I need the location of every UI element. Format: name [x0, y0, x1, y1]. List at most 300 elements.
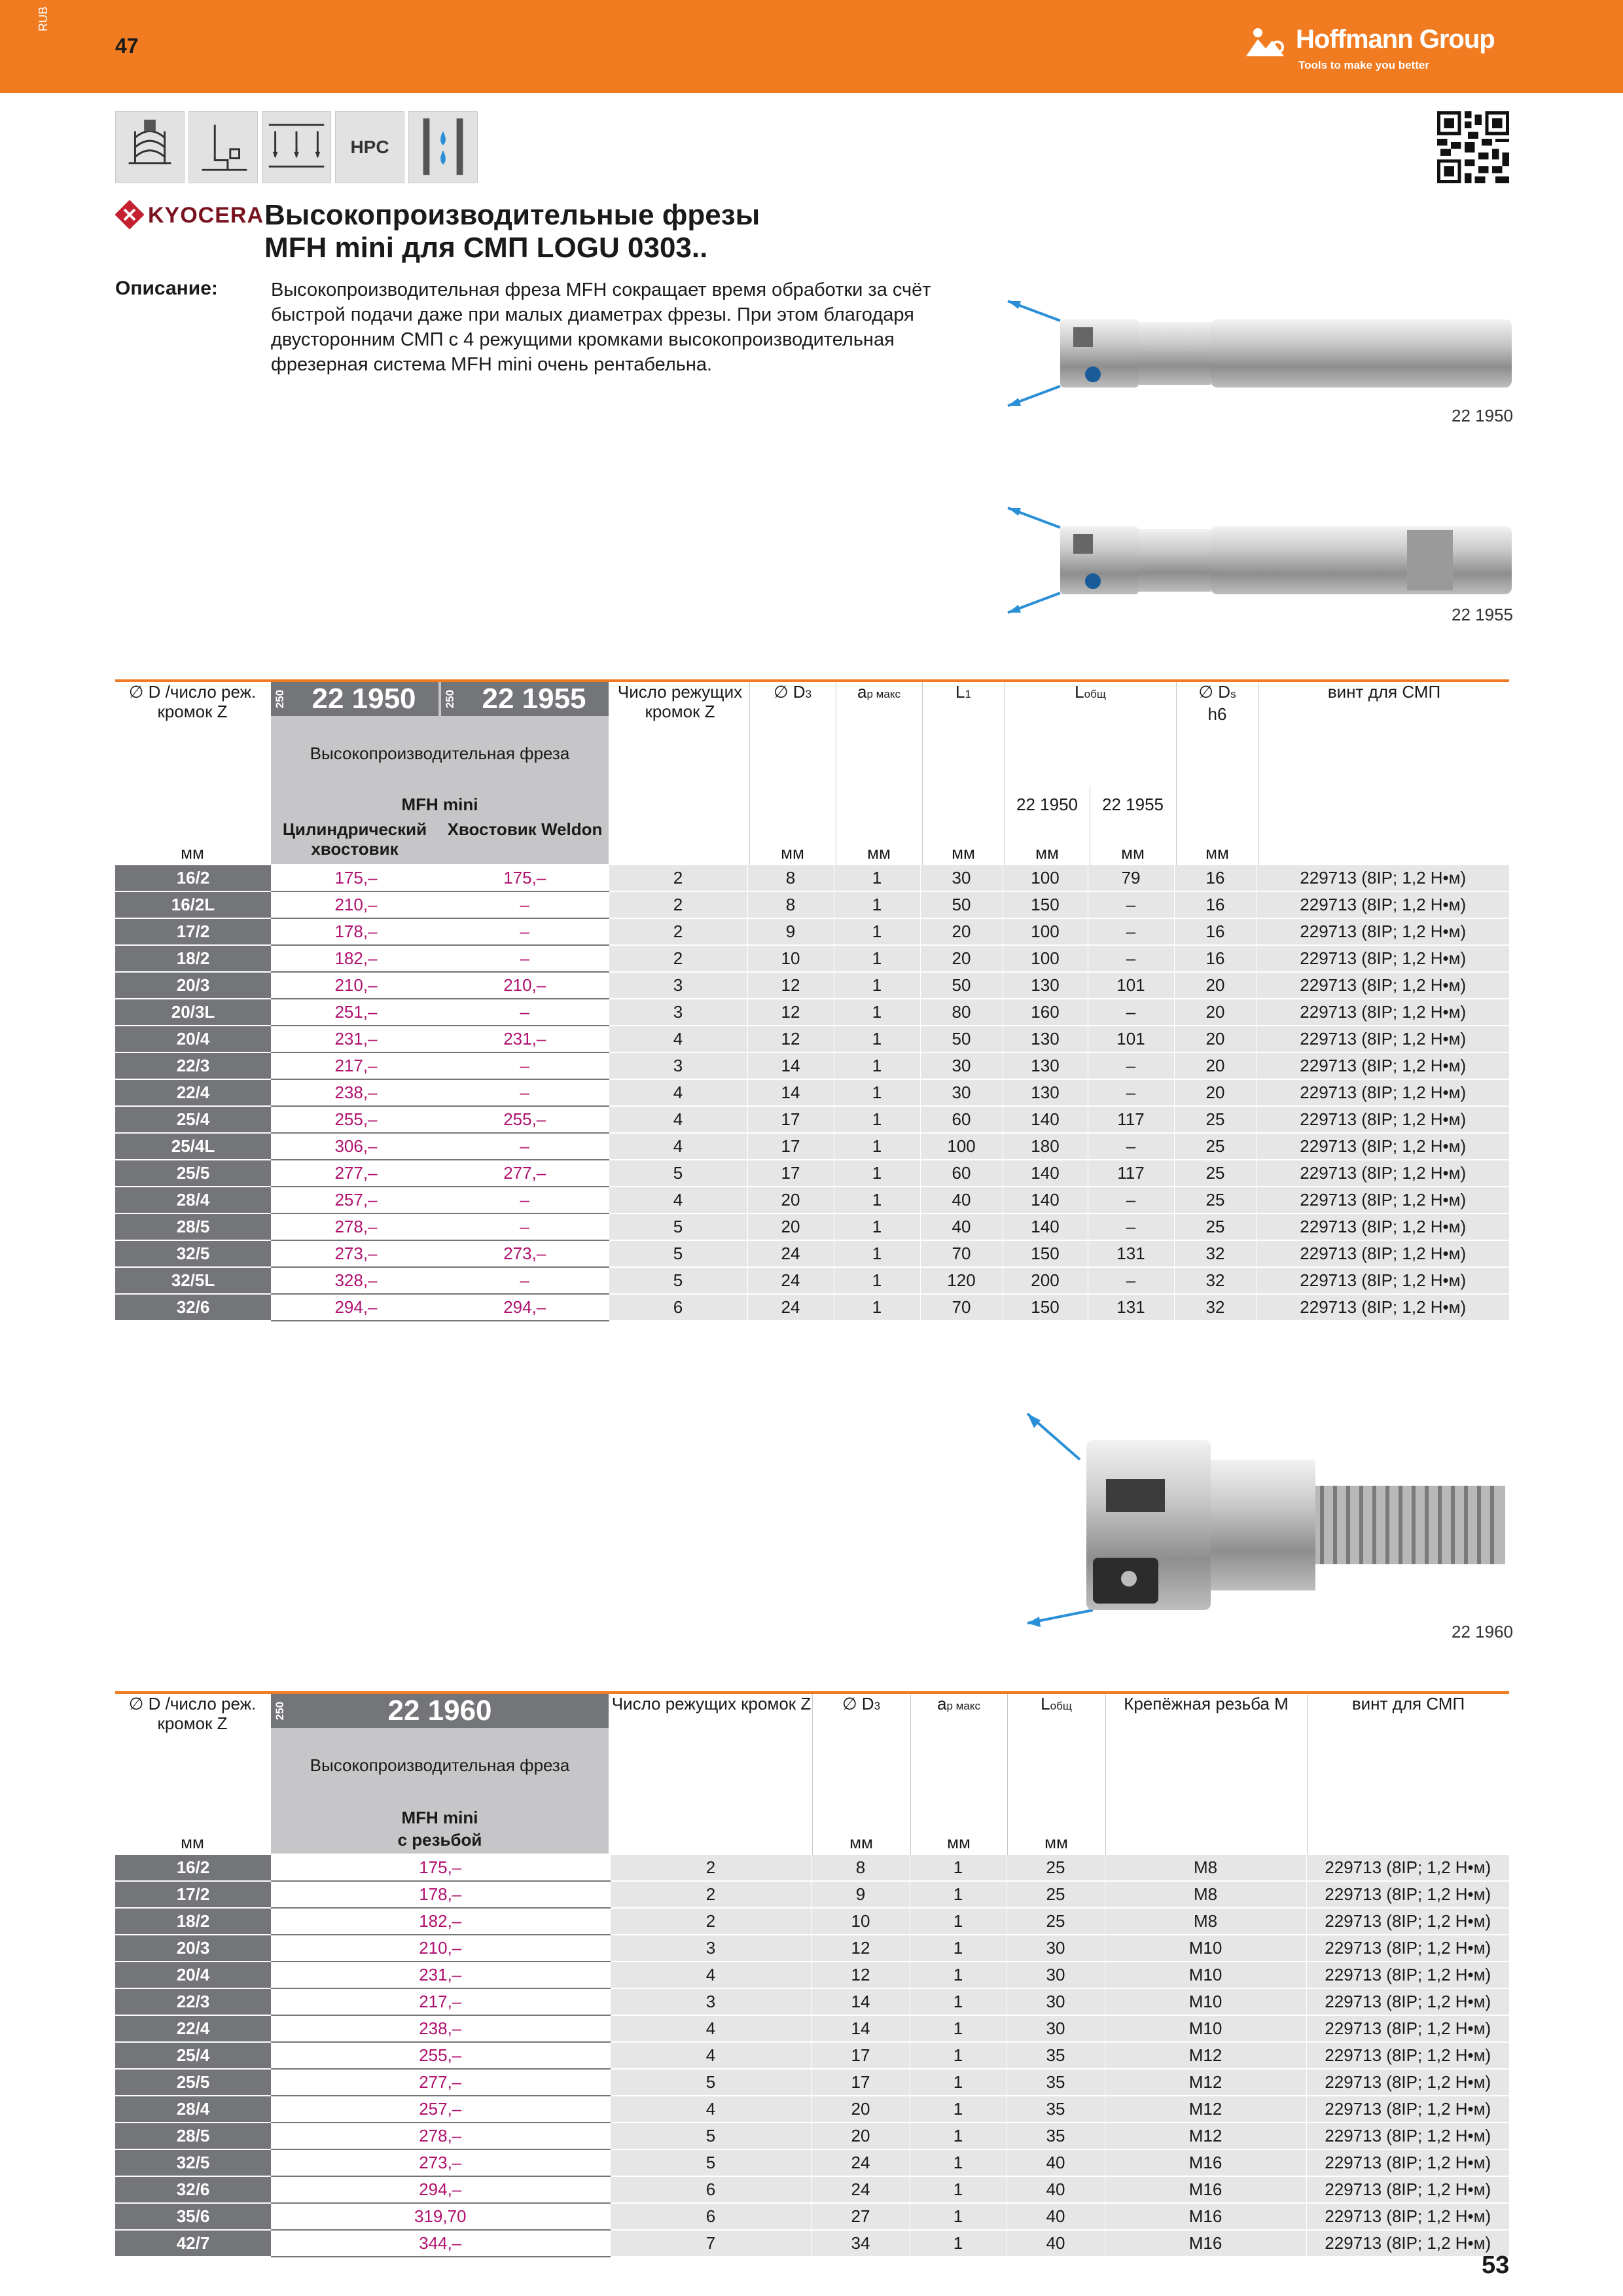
table-cell: 20 — [747, 1187, 834, 1213]
table-cell: 20 — [920, 918, 1003, 945]
table1-head-mm: мм — [181, 843, 204, 863]
table-row — [115, 1855, 1509, 1881]
table-cell: 32 — [1174, 1294, 1257, 1321]
table-cell: 17 — [812, 2069, 910, 2096]
table2-divider — [1105, 1694, 1106, 1855]
size-cell: 28/4 — [115, 1187, 271, 1213]
table-cell: 180 — [1003, 1133, 1088, 1160]
table-row — [115, 2149, 1509, 2176]
table2-unit-d3: мм — [849, 1833, 873, 1852]
table2-head-d3 — [813, 1694, 910, 1716]
table-cell: 1 — [910, 2176, 1007, 2203]
table-cell: 70 — [920, 1240, 1003, 1267]
table1-divider — [922, 682, 923, 865]
l1-subscript: 1 — [965, 688, 971, 700]
table-cell: 229713 (8IP; 1,2 Н•м) — [1257, 1026, 1509, 1052]
table-cell: M10 — [1105, 1988, 1306, 2015]
milling-helix-icon — [115, 111, 185, 183]
table-cell: 1 — [910, 2203, 1007, 2230]
table2-product-desc: Высокопроизводительная фреза — [310, 1755, 570, 1775]
table1-head-ds — [1177, 682, 1258, 724]
table-cell: 2 — [610, 1908, 812, 1935]
price-cell: 210,– — [441, 972, 609, 999]
table-cell: 1 — [834, 1026, 920, 1052]
table1-head-d3 — [750, 682, 835, 704]
price-cell: 273,– — [271, 2149, 610, 2176]
price-cell: 238,– — [271, 1079, 441, 1106]
table-cell: 2 — [609, 865, 747, 891]
table-cell: 5 — [610, 2123, 812, 2149]
table-cell: 20 — [1174, 999, 1257, 1026]
table2-divider — [910, 1694, 911, 1855]
table-cell: 3 — [609, 999, 747, 1026]
table-cell: 17 — [747, 1133, 834, 1160]
table-row — [115, 1052, 1509, 1079]
table-cell: 229713 (8IP; 1,2 Н•м) — [1257, 1052, 1509, 1079]
title-line-2: MFH mini для СМП LOGU 0303.. — [264, 232, 708, 264]
price-cell: 178,– — [271, 918, 441, 945]
table-cell: 130 — [1003, 1079, 1088, 1106]
table-cell: 24 — [747, 1294, 834, 1321]
table-row — [115, 1160, 1509, 1187]
table-cell: 12 — [747, 1026, 834, 1052]
price-cell: – — [441, 945, 609, 972]
size-cell: 42/7 — [115, 2230, 271, 2257]
image-caption-221955: 22 1955 — [1452, 605, 1513, 624]
table-cell: 2 — [609, 918, 747, 945]
table-cell: 140 — [1003, 1106, 1088, 1133]
table-cell: 229713 (8IP; 1,2 Н•м) — [1306, 2096, 1509, 2123]
table1-sub-cylindrical: Цилиндрический хвостовик — [282, 819, 427, 859]
table-cell: 1 — [910, 2230, 1007, 2257]
table-cell: 1 — [910, 2149, 1007, 2176]
table-row — [115, 1294, 1509, 1321]
table-cell: 27 — [812, 2203, 910, 2230]
table-cell: 20 — [1174, 1026, 1257, 1052]
price-cell: 175,– — [271, 1855, 610, 1881]
table-cell: 229713 (8IP; 1,2 Н•м) — [1306, 1881, 1509, 1908]
table-cell: 100 — [1003, 945, 1088, 972]
price-cell: 328,– — [271, 1267, 441, 1294]
table-cell: 50 — [920, 891, 1003, 918]
table-cell: 117 — [1088, 1106, 1174, 1133]
face-milling-icon — [262, 111, 331, 183]
table-cell: 3 — [610, 1935, 812, 1962]
table1-sub-weldon: Хвостовик Weldon — [447, 819, 603, 839]
table-cell: – — [1088, 918, 1174, 945]
table-cell: 12 — [747, 972, 834, 999]
table-cell: 1 — [910, 1962, 1007, 1988]
table-cell: 100 — [920, 1133, 1003, 1160]
table-row — [115, 2176, 1509, 2203]
table-cell: M12 — [1105, 2069, 1306, 2096]
table-cell: 5 — [610, 2149, 812, 2176]
table-row — [115, 865, 1509, 891]
price-cell: 238,– — [271, 2015, 610, 2042]
table1-body — [115, 865, 1509, 1321]
ltot-label: L — [1075, 682, 1084, 702]
table-cell: 1 — [834, 1267, 920, 1294]
table-row — [115, 1267, 1509, 1294]
table-row — [115, 1988, 1509, 2015]
price-cell: 277,– — [271, 1160, 441, 1187]
table-row — [115, 2230, 1509, 2257]
brand-name: Hoffmann Group — [1296, 25, 1495, 54]
table2-divider — [812, 1694, 813, 1855]
size-cell: 16/2 — [115, 1855, 271, 1881]
table-cell: 14 — [747, 1079, 834, 1106]
table1-head-screw: винт для СМП — [1327, 682, 1441, 702]
table-cell: 17 — [747, 1160, 834, 1187]
table-cell: 229713 (8IP; 1,2 Н•м) — [1257, 1160, 1509, 1187]
table-cell: 4 — [610, 2096, 812, 2123]
size-cell: 22/3 — [115, 1052, 271, 1079]
table-cell: 17 — [747, 1106, 834, 1133]
table1-head-dz: ∅ D /число реж. кромок Z — [128, 682, 257, 721]
table-cell: 8 — [812, 1855, 910, 1881]
table-cell: 7 — [610, 2230, 812, 2257]
table-cell: 25 — [1174, 1187, 1257, 1213]
table-cell: M16 — [1105, 2176, 1306, 2203]
price-cell: 231,– — [441, 1026, 609, 1052]
table-row — [115, 1133, 1509, 1160]
table-cell: 229713 (8IP; 1,2 Н•м) — [1306, 2069, 1509, 2096]
table-cell: – — [1088, 891, 1174, 918]
table-cell: – — [1088, 1052, 1174, 1079]
table-cell: 25 — [1007, 1881, 1105, 1908]
table-cell: 25 — [1174, 1106, 1257, 1133]
table-row — [115, 918, 1509, 945]
table-cell: – — [1088, 1079, 1174, 1106]
d3-label: ∅ D — [773, 682, 806, 702]
table-cell: M16 — [1105, 2149, 1306, 2176]
table-cell: 1 — [834, 1052, 920, 1079]
table-row — [115, 999, 1509, 1026]
table1-product-desc: Высокопроизводительная фреза — [310, 744, 570, 763]
table-cell: 2 — [609, 945, 747, 972]
size-cell: 20/3L — [115, 999, 271, 1026]
size-cell: 22/3 — [115, 1988, 271, 2015]
table-cell: 229713 (8IP; 1,2 Н•м) — [1257, 999, 1509, 1026]
brand-logo[interactable] — [1243, 22, 1584, 75]
table-cell: 8 — [747, 865, 834, 891]
page-number-bottom: 53 — [1482, 2251, 1510, 2279]
table-cell: 2 — [609, 891, 747, 918]
table-cell: 4 — [609, 1187, 747, 1213]
table2-head-mm: мм — [181, 1833, 204, 1852]
table-cell: 1 — [834, 1133, 920, 1160]
table-cell: 100 — [1003, 865, 1088, 891]
table-cell: 40 — [1007, 2203, 1105, 2230]
table-cell: 229713 (8IP; 1,2 Н•м) — [1257, 865, 1509, 891]
table-cell: 229713 (8IP; 1,2 Н•м) — [1257, 1106, 1509, 1133]
code-221950: 22 1950 — [312, 683, 416, 715]
table-cell: 35 — [1007, 2069, 1105, 2096]
table-cell: 40 — [1007, 2176, 1105, 2203]
table-cell: 229713 (8IP; 1,2 Н•м) — [1257, 1213, 1509, 1240]
manufacturer-name: KYOCERA — [148, 203, 264, 228]
table-cell: 229713 (8IP; 1,2 Н•м) — [1306, 2230, 1509, 2257]
table-cell: 1 — [834, 999, 920, 1026]
table-cell: 20 — [1174, 972, 1257, 999]
l1-label: L — [955, 682, 965, 702]
price-cell: 231,– — [271, 1962, 610, 1988]
table-cell: 100 — [1003, 918, 1088, 945]
price-cell: 294,– — [441, 1294, 609, 1321]
table-cell: 120 — [920, 1267, 1003, 1294]
table-cell: 30 — [1007, 1988, 1105, 2015]
table-cell: – — [1088, 945, 1174, 972]
table1-unit-ltot-b: мм — [1121, 843, 1145, 863]
price-cell: 255,– — [441, 1106, 609, 1133]
table1-divider — [1258, 682, 1259, 865]
table-cell: 10 — [747, 945, 834, 972]
price-cell: – — [441, 1213, 609, 1240]
table-cell: 140 — [1003, 1187, 1088, 1213]
size-cell: 20/3 — [115, 972, 271, 999]
price-cell: 231,– — [271, 1026, 441, 1052]
table-cell: 1 — [910, 1881, 1007, 1908]
table-cell: 16 — [1174, 891, 1257, 918]
table-cell: 1 — [910, 2015, 1007, 2042]
table2-unit-ltot: мм — [1044, 1833, 1068, 1852]
table1-unit-ds: мм — [1205, 843, 1229, 863]
hoffmann-logo-icon — [1243, 26, 1289, 59]
table-row — [115, 1908, 1509, 1935]
ap-label: a — [857, 682, 867, 702]
table-cell: 10 — [812, 1908, 910, 1935]
table-cell: M12 — [1105, 2123, 1306, 2149]
table-cell: 40 — [1007, 2230, 1105, 2257]
table-cell: 32 — [1174, 1240, 1257, 1267]
table-cell: 24 — [747, 1267, 834, 1294]
price-cell: – — [441, 1079, 609, 1106]
table-cell: – — [1088, 1267, 1174, 1294]
code-prefix-3: 250 — [274, 1701, 287, 1721]
table-row — [115, 2015, 1509, 2042]
table-cell: 5 — [610, 2069, 812, 2096]
price-cell: – — [441, 918, 609, 945]
table-cell: 4 — [609, 1106, 747, 1133]
table-cell: 229713 (8IP; 1,2 Н•м) — [1306, 1855, 1509, 1881]
code-prefix-2: 250 — [444, 689, 457, 709]
price-cell: 319,70 — [271, 2203, 610, 2230]
ltot-label: L — [1041, 1694, 1050, 1713]
price-cell: 257,– — [271, 2096, 610, 2123]
table-cell: 25 — [1174, 1160, 1257, 1187]
table-cell: 1 — [834, 1240, 920, 1267]
table-cell: 229713 (8IP; 1,2 Н•м) — [1306, 1988, 1509, 2015]
table-cell: 1 — [834, 1160, 920, 1187]
size-cell: 16/2 — [115, 865, 271, 891]
table-row — [115, 1935, 1509, 1962]
table1-code-box-1 — [271, 682, 438, 716]
table-cell: 1 — [834, 1187, 920, 1213]
table2-body — [115, 1855, 1509, 2257]
table2-head-ap — [911, 1694, 1007, 1716]
size-cell: 16/2L — [115, 891, 271, 918]
table1-head-ap — [836, 682, 921, 704]
size-cell: 25/4 — [115, 1106, 271, 1133]
table-cell: 40 — [920, 1213, 1003, 1240]
table-cell: 229713 (8IP; 1,2 Н•м) — [1257, 972, 1509, 999]
table-cell: 229713 (8IP; 1,2 Н•м) — [1306, 1935, 1509, 1962]
size-cell: 20/3 — [115, 1935, 271, 1962]
table-cell: 229713 (8IP; 1,2 Н•м) — [1257, 1294, 1509, 1321]
size-cell: 20/4 — [115, 1962, 271, 1988]
image-caption-221950: 22 1950 — [1452, 406, 1513, 425]
table-cell: M12 — [1105, 2096, 1306, 2123]
table-row — [115, 1106, 1509, 1133]
table-cell: 16 — [1174, 918, 1257, 945]
table-cell: 1 — [910, 2096, 1007, 2123]
tool-image-221960 — [1021, 1407, 1518, 1643]
table1-divider — [749, 682, 750, 865]
language-code: RUB — [37, 6, 50, 31]
table-cell: – — [1088, 999, 1174, 1026]
price-cell: – — [441, 891, 609, 918]
ds-label: ∅ D — [1198, 682, 1231, 702]
size-cell: 28/5 — [115, 2123, 271, 2149]
table-cell: M10 — [1105, 1962, 1306, 1988]
table-cell: 150 — [1003, 1294, 1088, 1321]
table-cell: – — [1088, 1133, 1174, 1160]
size-cell: 25/4L — [115, 1133, 271, 1160]
table-cell: 30 — [920, 1079, 1003, 1106]
table1-unit-ltot-a: мм — [1035, 843, 1059, 863]
table-cell: 12 — [812, 1935, 910, 1962]
table-cell: 101 — [1088, 972, 1174, 999]
table-cell: 35 — [1007, 2123, 1105, 2149]
table-cell: 5 — [609, 1240, 747, 1267]
table-cell: 1 — [834, 1294, 920, 1321]
table-cell: M10 — [1105, 1935, 1306, 1962]
d3-label: ∅ D — [842, 1694, 874, 1713]
price-cell: 217,– — [271, 1988, 610, 2015]
table-cell: 17 — [812, 2042, 910, 2069]
page-title — [264, 199, 760, 264]
table-cell: 130 — [1003, 1026, 1088, 1052]
table-cell: 140 — [1003, 1213, 1088, 1240]
price-cell: 210,– — [271, 1935, 610, 1962]
price-cell: 182,– — [271, 1908, 610, 1935]
size-cell: 32/5L — [115, 1267, 271, 1294]
table-cell: 229713 (8IP; 1,2 Н•м) — [1257, 1240, 1509, 1267]
table-row — [115, 1240, 1509, 1267]
table-cell: 25 — [1174, 1133, 1257, 1160]
price-cell: 217,– — [271, 1052, 441, 1079]
table-cell: 1 — [834, 891, 920, 918]
table-cell: 130 — [1003, 1052, 1088, 1079]
table-row — [115, 891, 1509, 918]
table2-divider — [1007, 1694, 1008, 1855]
table-cell: 229713 (8IP; 1,2 Н•м) — [1306, 2042, 1509, 2069]
size-cell: 28/4 — [115, 2096, 271, 2123]
table-cell: 229713 (8IP; 1,2 Н•м) — [1257, 1267, 1509, 1294]
qr-code[interactable] — [1437, 111, 1509, 183]
table-cell: 70 — [920, 1294, 1003, 1321]
table-row — [115, 945, 1509, 972]
table-cell: 24 — [812, 2149, 910, 2176]
table-cell: 30 — [1007, 1962, 1105, 1988]
shoulder-milling-icon — [188, 111, 258, 183]
table-cell: M8 — [1105, 1855, 1306, 1881]
table-cell: 14 — [812, 1988, 910, 2015]
table-cell: 1 — [910, 2069, 1007, 2096]
ap-label: a — [937, 1694, 947, 1713]
price-cell: 273,– — [441, 1240, 609, 1267]
table-cell: 131 — [1088, 1294, 1174, 1321]
table-cell: 24 — [747, 1240, 834, 1267]
tool-image-221955 — [1001, 495, 1518, 626]
price-cell: 255,– — [271, 2042, 610, 2069]
d3-subscript: 3 — [874, 1700, 881, 1712]
table1-unit-l1: мм — [952, 843, 975, 863]
table-cell: – — [1088, 1187, 1174, 1213]
table2-head-dz: ∅ D /число реж. кромок Z — [128, 1694, 257, 1733]
table-cell: 150 — [1003, 1240, 1088, 1267]
table1-ltot-221950: 22 1950 — [1016, 795, 1078, 814]
table-row — [115, 1026, 1509, 1052]
table-cell: 3 — [609, 972, 747, 999]
table-cell: 101 — [1088, 1026, 1174, 1052]
table-cell: 25 — [1007, 1855, 1105, 1881]
table-row — [115, 1881, 1509, 1908]
table-cell: 80 — [920, 999, 1003, 1026]
table-cell: 60 — [920, 1160, 1003, 1187]
tool-image-221950 — [1001, 288, 1518, 419]
table-cell: 79 — [1088, 865, 1174, 891]
table2-divider — [1307, 1694, 1308, 1855]
table-cell: 229713 (8IP; 1,2 Н•м) — [1257, 918, 1509, 945]
table-cell: 16 — [1174, 865, 1257, 891]
table-cell: M10 — [1105, 2015, 1306, 2042]
table-row — [115, 2042, 1509, 2069]
table-cell: 25 — [1007, 1908, 1105, 1935]
table1-divider — [1176, 682, 1177, 865]
table-cell: 30 — [1007, 1935, 1105, 1962]
table-cell: 1 — [834, 865, 920, 891]
table1-unit-d3b: мм — [781, 843, 804, 863]
table1-ltot-221955: 22 1955 — [1102, 795, 1164, 814]
ap-subscript: p макс — [946, 1700, 980, 1712]
table-cell: 4 — [609, 1079, 747, 1106]
table1-head-ltot — [1005, 682, 1175, 704]
table-row — [115, 1079, 1509, 1106]
table-cell: 1 — [910, 2042, 1007, 2069]
table-cell: 229713 (8IP; 1,2 Н•м) — [1257, 891, 1509, 918]
price-cell: 277,– — [271, 2069, 610, 2096]
ds-tolerance: h6 — [1207, 704, 1227, 724]
table-cell: 35 — [1007, 2042, 1105, 2069]
table-cell: 20 — [812, 2096, 910, 2123]
table-cell: 34 — [812, 2230, 910, 2257]
price-cell: 178,– — [271, 1881, 610, 1908]
table-cell: M8 — [1105, 1881, 1306, 1908]
size-cell: 18/2 — [115, 945, 271, 972]
table2-code-box — [271, 1694, 609, 1728]
price-cell: 175,– — [441, 865, 609, 891]
size-cell: 32/5 — [115, 1240, 271, 1267]
code-221955: 22 1955 — [482, 683, 586, 715]
table-cell: 14 — [747, 1052, 834, 1079]
price-cell: 175,– — [271, 865, 441, 891]
table-cell: 6 — [609, 1294, 747, 1321]
table-cell: 140 — [1003, 1160, 1088, 1187]
size-cell: 35/6 — [115, 2203, 271, 2230]
table-cell: 229713 (8IP; 1,2 Н•м) — [1257, 1187, 1509, 1213]
code-221960: 22 1960 — [387, 1695, 492, 1727]
